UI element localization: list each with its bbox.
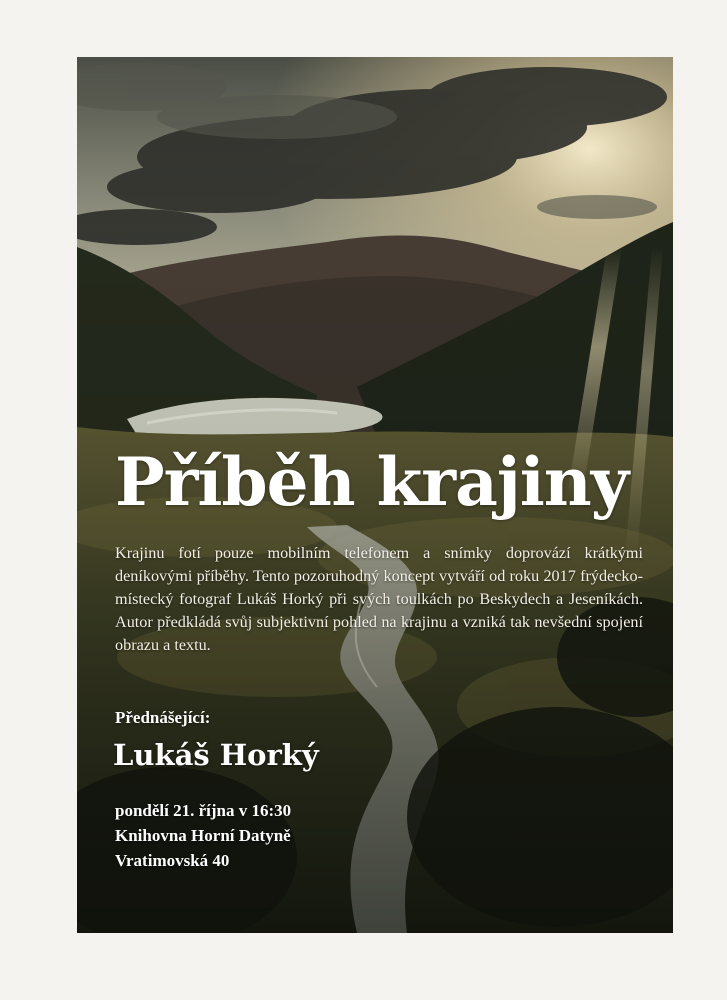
lecturer-name: Lukáš Horký bbox=[113, 738, 319, 772]
poster-description: Krajinu fotí pouze mobilním telefonem a snímky doprovází krátkými deníkovými příběhy. Tento pozoruhodný koncept vytváří od roku 2017 frýdecko-místecký fotograf Lukáš Horký při svých toulkách po Beskydech a Jeseníkách. Autor předkládá svůj subjektivní pohled na krajinu a vzniká tak nevšední spojení obrazu a textu. bbox=[115, 544, 643, 654]
event-address: Vratimovská 40 bbox=[115, 851, 230, 870]
event-date-time: pondělí 21. října v 16:30 bbox=[115, 801, 292, 820]
poster-title: Příběh krajiny bbox=[115, 443, 629, 521]
event-details bbox=[115, 798, 291, 873]
event-poster bbox=[77, 57, 673, 933]
event-venue: Knihovna Horní Datyně bbox=[115, 826, 291, 845]
lecturer-label: Přednášející: bbox=[115, 708, 211, 727]
